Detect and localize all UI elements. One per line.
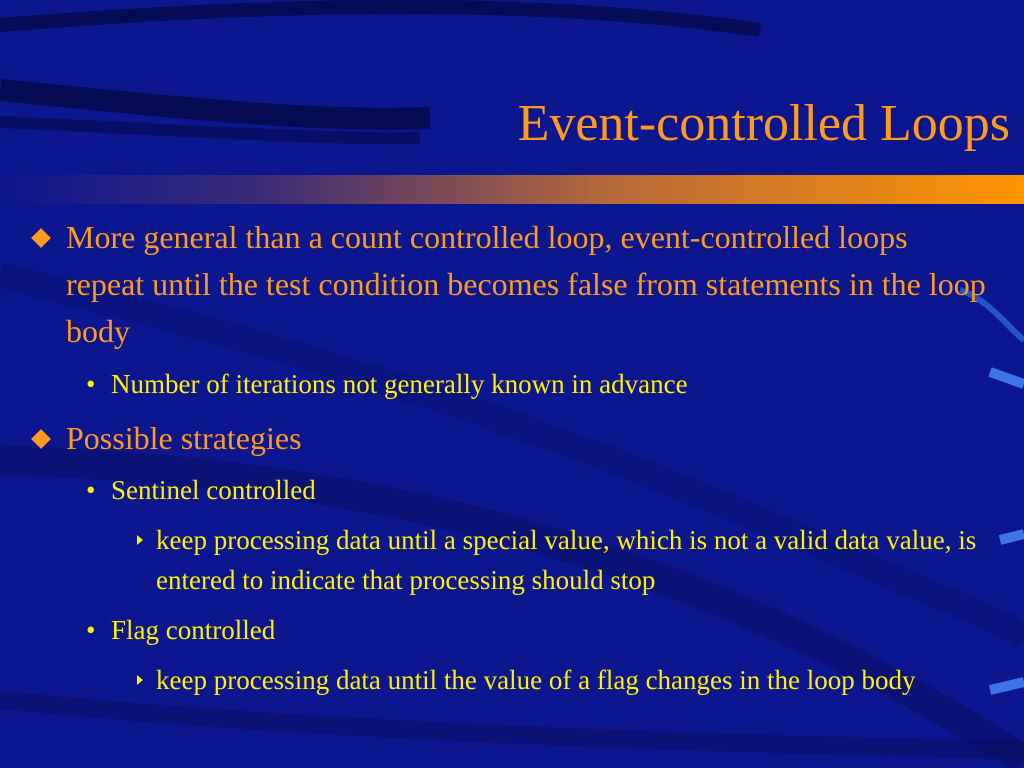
bullet-level2-iterations: Number of iterations not generally known in advance bbox=[111, 369, 688, 399]
triangle-bullet-icon bbox=[137, 535, 143, 545]
triangle-bullet-icon bbox=[137, 675, 143, 685]
bullet-level3-sentinel-desc: keep processing data until a special value, which is not a valid data value, is entered to indicate that processing should stop bbox=[156, 525, 977, 595]
title-underline-bar bbox=[0, 175, 1024, 204]
bullet-level3-flag-desc: keep processing data until the value of a flag changes in the loop body bbox=[156, 665, 916, 695]
dot-bullet-icon: • bbox=[86, 475, 96, 505]
dot-bullet-icon: • bbox=[86, 369, 96, 399]
bullet-level2-flag: Flag controlled bbox=[111, 615, 276, 645]
slide-title: Event-controlled Loops bbox=[517, 95, 1010, 152]
dot-bullet-icon: • bbox=[86, 615, 96, 645]
bullet-level1-strategies: Possible strategies bbox=[66, 420, 302, 456]
bullet-level1-general: More general than a count controlled loop, event-controlled loops repeat until the test condition becomes false from statements in the loop body bbox=[66, 219, 986, 349]
bullet-level2-sentinel: Sentinel controlled bbox=[111, 475, 316, 505]
